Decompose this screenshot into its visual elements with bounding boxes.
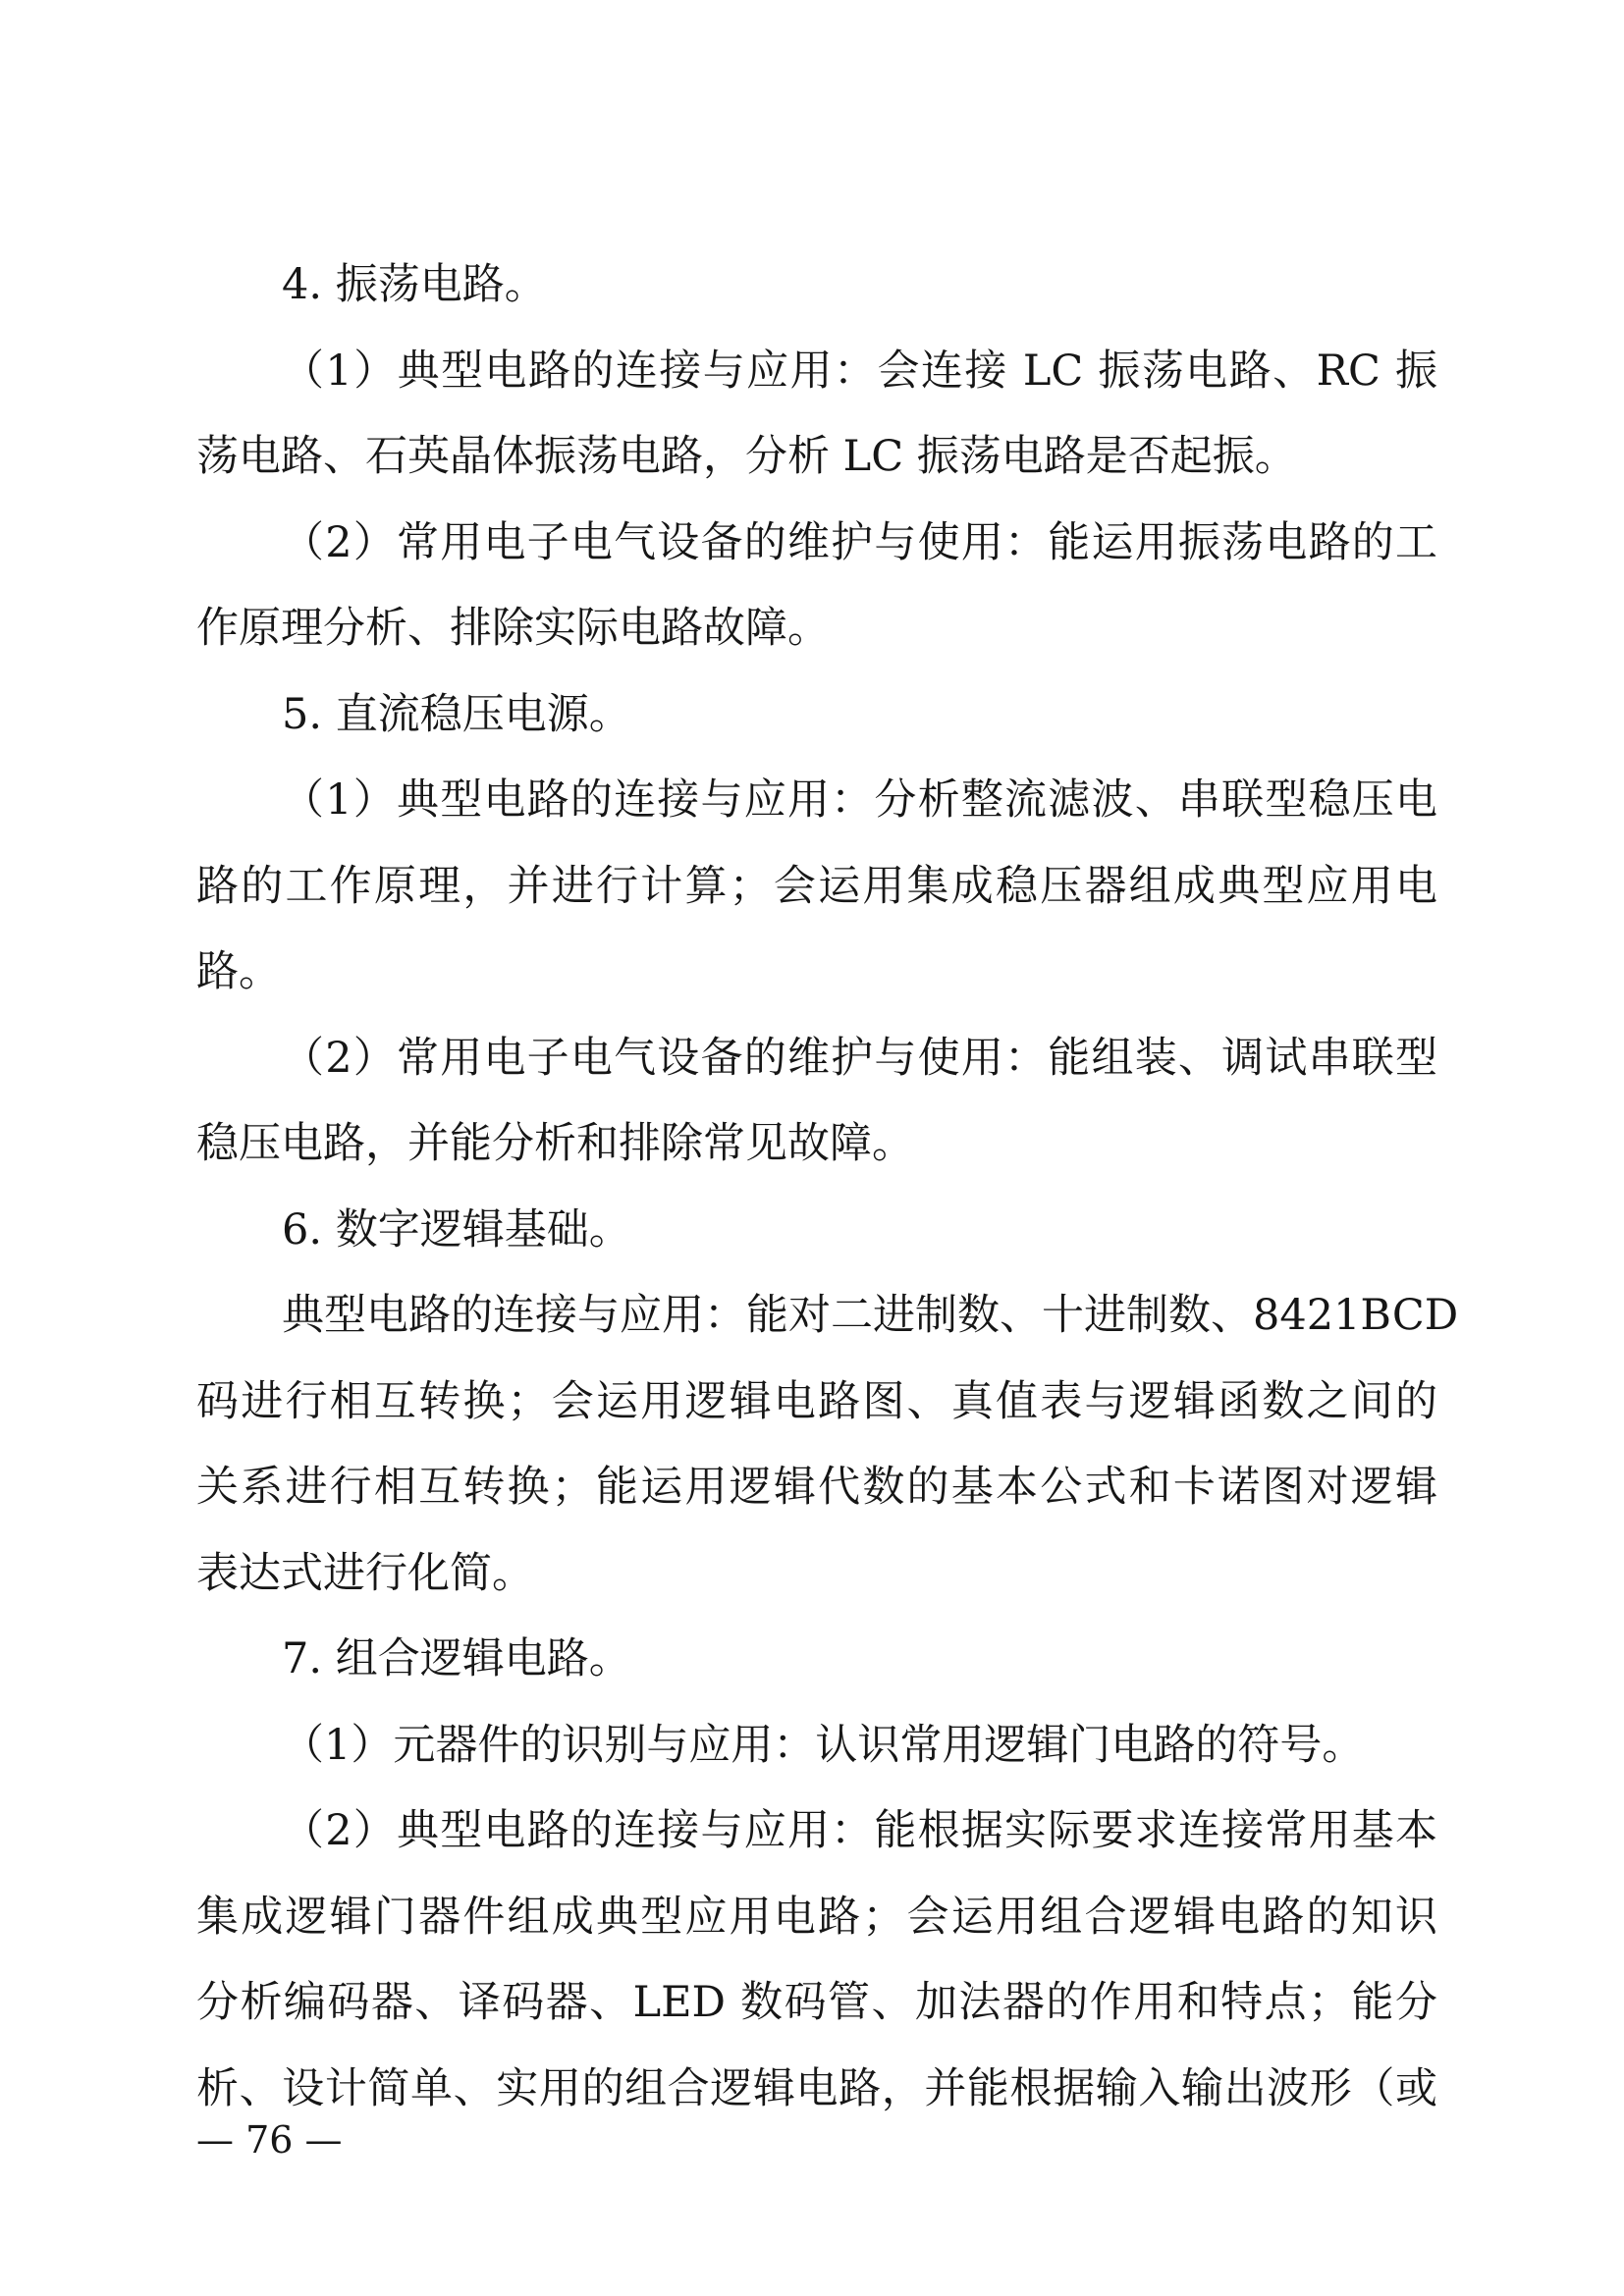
paragraph-line: 稳压电路，并能分析和排除常见故障。 xyxy=(196,1119,914,1168)
paragraph-line: （1）典型电路的连接与应用：会连接 LC 振荡电路、RC 振 xyxy=(282,347,1437,396)
section-heading-dc-power-supply: 5. 直流稳压电源。 xyxy=(282,690,631,739)
paragraph-line: （1）元器件的识别与应用：认识常用逻辑门电路的符号。 xyxy=(282,1721,1365,1770)
page-number: — 76 — xyxy=(196,2118,343,2162)
paragraph-line: （2）常用电子电气设备的维护与使用：能运用振荡电路的工 xyxy=(282,518,1437,567)
paragraph-line: 集成逻辑门器件组成典型应用电路；会运用组合逻辑电路的知识 xyxy=(196,1893,1437,1942)
section-heading-oscillator: 4. 振荡电路。 xyxy=(282,260,547,309)
paragraph-line: 析、设计简单、实用的组合逻辑电路，并能根据输入输出波形（或 xyxy=(196,2064,1437,2113)
paragraph-line: （2）常用电子电气设备的维护与使用：能组装、调试串联型 xyxy=(282,1034,1437,1083)
section-heading-digital-logic: 6. 数字逻辑基础。 xyxy=(282,1205,631,1255)
paragraph-line: 码进行相互转换；会运用逻辑电路图、真值表与逻辑函数之间的 xyxy=(196,1377,1437,1426)
paragraph-line: 分析编码器、译码器、LED 数码管、加法器的作用和特点；能分 xyxy=(196,1978,1437,2027)
paragraph-line: （1）典型电路的连接与应用：分析整流滤波、串联型稳压电 xyxy=(282,775,1437,825)
paragraph-line: 路。 xyxy=(196,947,281,996)
paragraph-line: 荡电路、石英晶体振荡电路，分析 LC 振荡电路是否起振。 xyxy=(196,432,1297,481)
paragraph-line: 路的工作原理，并进行计算；会运用集成稳压器组成典型应用电 xyxy=(196,862,1437,911)
paragraph-line: 作原理分析、排除实际电路故障。 xyxy=(196,604,830,653)
paragraph-line: 表达式进行化简。 xyxy=(196,1549,534,1598)
paragraph-line: 关系进行相互转换；能运用逻辑代数的基本公式和卡诺图对逻辑 xyxy=(196,1463,1437,1512)
paragraph-line: 典型电路的连接与应用：能对二进制数、十进制数、8421BCD xyxy=(282,1291,1459,1340)
section-heading-combinational-logic: 7. 组合逻辑电路。 xyxy=(282,1634,631,1683)
paragraph-line: （2）典型电路的连接与应用：能根据实际要求连接常用基本 xyxy=(282,1806,1437,1855)
